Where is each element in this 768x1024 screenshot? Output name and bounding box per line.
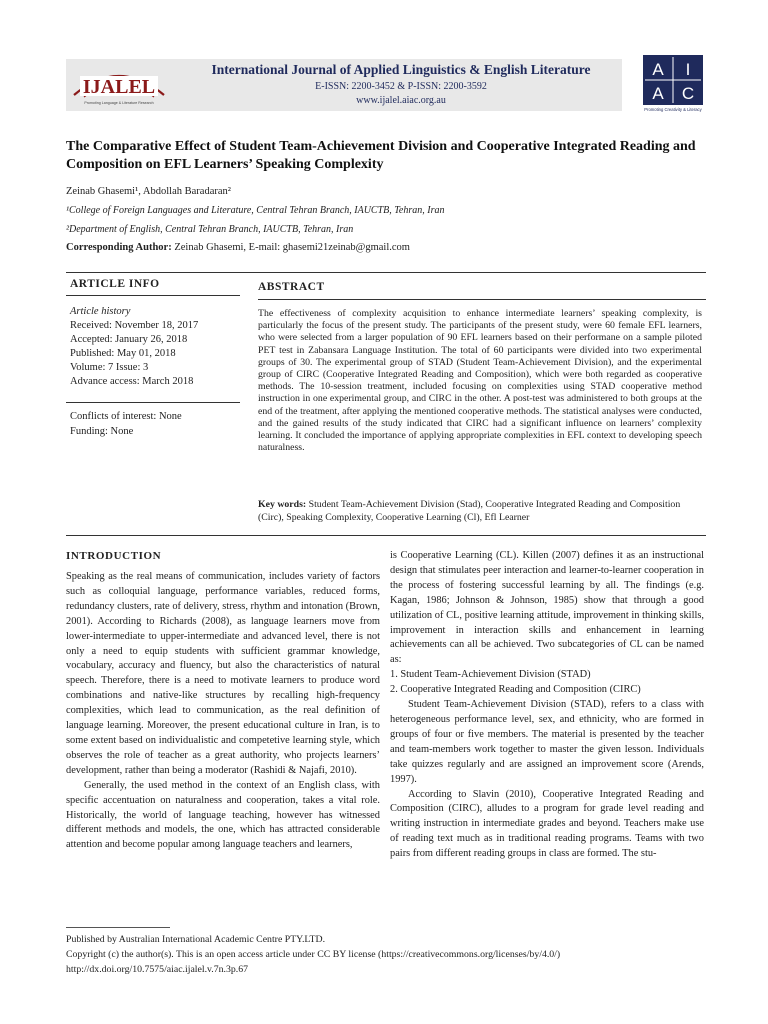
received-date: Received: November 18, 2017 [70, 320, 199, 331]
affiliation-2: ²Department of English, Central Tehran Branch, IAUCTB, Tehran, Iran [66, 224, 354, 235]
footer-doi-link[interactable]: http://dx.doi.org/10.7575/aiac.ijalel.v.7n.3p.67 [66, 964, 249, 975]
affiliation-1: ¹College of Foreign Languages and Literature, Central Tehran Branch, IAUCTB, Tehran, Iran [66, 205, 445, 216]
aiac-letter-a2: A [652, 84, 664, 103]
accepted-date: Accepted: January 26, 2018 [70, 334, 188, 345]
advance-access: Advance access: March 2018 [70, 376, 194, 387]
paper-title: The Comparative Effect of Student Team-Achievement Division and Cooperative Integrated Reading and Composition on EFL Learners’ Speaking Complexity [66, 139, 696, 172]
aiac-tagline: Promoting Creativity & Literacy [644, 107, 702, 112]
bottom-rule [66, 535, 706, 536]
right-paragraph-1: is Cooperative Learning (CL). Killen (2007) defines it as an instructional design that stimulates peer interaction and learner-to-learner cooperation in the process of fostering successful learning by all. The findings (e.g. Kagan, 1986; Johnson & Johnson, 1985) show that through a good utilization of CL, positive learning attitude, improvement in thinking skills, improvement in interaction skills and enhancement in learning achievements can all be achieved. Two subcategories of CL can be named as: [390, 550, 704, 666]
funding: Funding: None [70, 426, 134, 437]
top-rule [66, 272, 706, 273]
journal-issn: E-ISSN: 2200-3452 & P-ISSN: 2200-3592 [315, 81, 487, 92]
list-item-stad: 1. Student Team-Achievement Division (STAD) [390, 669, 591, 681]
intro-paragraph-1: Speaking as the real means of communication, includes variety of factors such as colloquial language, performance variables, reduced forms, redundancy clusters, rate of delivery, stress, rhythm and intonation (Brown, 2001). According to Richards (2008), as language learners move from lower-intermediate to upper-intermediate and advanced level, there is not only a need to equip students with sufficient grammar knowledge, vocabulary, accuracy and fluency, but also the characteristics of natural speech. Therefore, there is a need to motivate learners to produce word combinations and native-like structures by recalling high-frequency complexities, which lead to communication, as the real definition of language learning. Moreover, the present educational culture in Iran, is to some extent based on individualistic and competetive learning style, which observes the role of teacher as a great authority, who projects learners’ development, rather than being a moderator (Rashidi & Najafi, 2010). [66, 571, 380, 776]
footer-publisher: Published by Australian International Academic Centre PTY.LTD. [66, 934, 326, 945]
abstract-rule [258, 299, 706, 300]
right-paragraph-3: According to Slavin (2010), Cooperative Integrated Reading and Composition (CIRC), alludes to a program for grade level reading and writing instruction in intermediate grades and beyond. Teachers make use of reading text much as in traditional reading programs. Teams with two pairs from different reading groups in class are formed. The stu- [390, 788, 704, 860]
abstract-text: The effectiveness of complexity acquisition to enhance intermediate learners’ speaking complexity, is particularly the focus of the present study. The participants of the present study, were 60 female EFL learners, who were selected from a larger population of 90 EFL learners based on their performane on a sample piloted PET test in Zabansara Language Institution. The total of 60 participants were divided into two experimental groups of 30. The experimental group of STAD (Student Team-Achievement Division), and the experimental group of CIRC (Cooperative Integrated Reading and Composition), which were both regarded as cooperative methods. The 10-session treatment, included focusing on complexities using STAD cooperative method instruction in one experimental group, and CIRC in the other. A post-test was administered to both groups at the end of the treatment, after applying the mentioned cooperative methods. The statistical analyses were conducted, and the gained results of the study indicated that CIRC had a significant influence on learners’ complexity learning. It concluded the importance of applying appropriate complexities in EFL context to developing speech naturalness. [258, 308, 702, 454]
corresponding-text: Zeinab Ghasemi, E-mail: ghasemi21zeinab@gmail.com [171, 242, 410, 253]
article-info-heading: ARTICLE INFO [70, 278, 160, 290]
aiac-letter-a1: A [652, 60, 664, 79]
body-left-column [66, 570, 380, 853]
ijalel-logo-subtext: Promoting Language & Literature Research [84, 101, 154, 105]
ijalel-logo [66, 51, 172, 111]
introduction-heading: INTRODUCTION [66, 550, 162, 562]
aiac-letter-c: C [681, 84, 695, 103]
authors: Zeinab Ghasemi¹, Abdollah Baradaran² [66, 186, 231, 197]
conflicts-of-interest: Conflicts of interest: None [70, 411, 182, 422]
body-right-column [390, 549, 704, 862]
info-rule [66, 295, 240, 296]
journal-url[interactable]: www.ijalel.aiac.org.au [356, 95, 446, 106]
list-item-circ: 2. Cooperative Integrated Reading and Composition (CIRC) [390, 684, 641, 696]
right-paragraph-2: Student Team-Achievement Division (STAD), refers to a class with heterogeneous performance level, sex, and ethnicity, who are formed in groups of four or five members. The material is presented by the teacher and team-members work together to master the given lesson. Individuals take quizzes regularly and are assigned an improvement score (Arends, 1997). [390, 699, 704, 785]
published-date: Published: May 01, 2018 [70, 348, 176, 359]
keywords-label: Key words: [258, 499, 307, 510]
footer-copyright: Copyright (c) the author(s). This is an open access article under CC BY license (https://creativecommons.org/licenses/by/4.0/) [66, 949, 561, 960]
corresponding-author [66, 242, 410, 253]
ijalel-logo-text: IJALEL [82, 76, 156, 98]
intro-paragraph-2: Generally, the used method in the context of an English class, with specific accentuation on naturalness and cooperation, takes a vital role. Historically, the world of language teaching, however has witnessed different methods and models, the one, which has attracted considerable attention and become popular among language teachers and learners, [66, 779, 380, 851]
abstract-heading: ABSTRACT [258, 281, 325, 293]
volume-issue: Volume: 7 Issue: 3 [70, 362, 149, 373]
journal-title: International Journal of Applied Linguistics & English Literature [211, 62, 591, 77]
info-rule-2 [66, 402, 240, 403]
keywords [258, 498, 702, 524]
keywords-text: Student Team-Achievement Division (Stad), Cooperative Integrated Reading and Composition (Circ), Speaking Complexity, Cooperative Learning (Cl), Efl Learner [258, 499, 681, 523]
footnote-rule [66, 927, 170, 928]
corresponding-label: Corresponding Author: [66, 242, 172, 253]
aiac-letter-i: I [685, 60, 691, 79]
aiac-logo [643, 55, 703, 113]
article-history-label: Article history [70, 306, 131, 317]
